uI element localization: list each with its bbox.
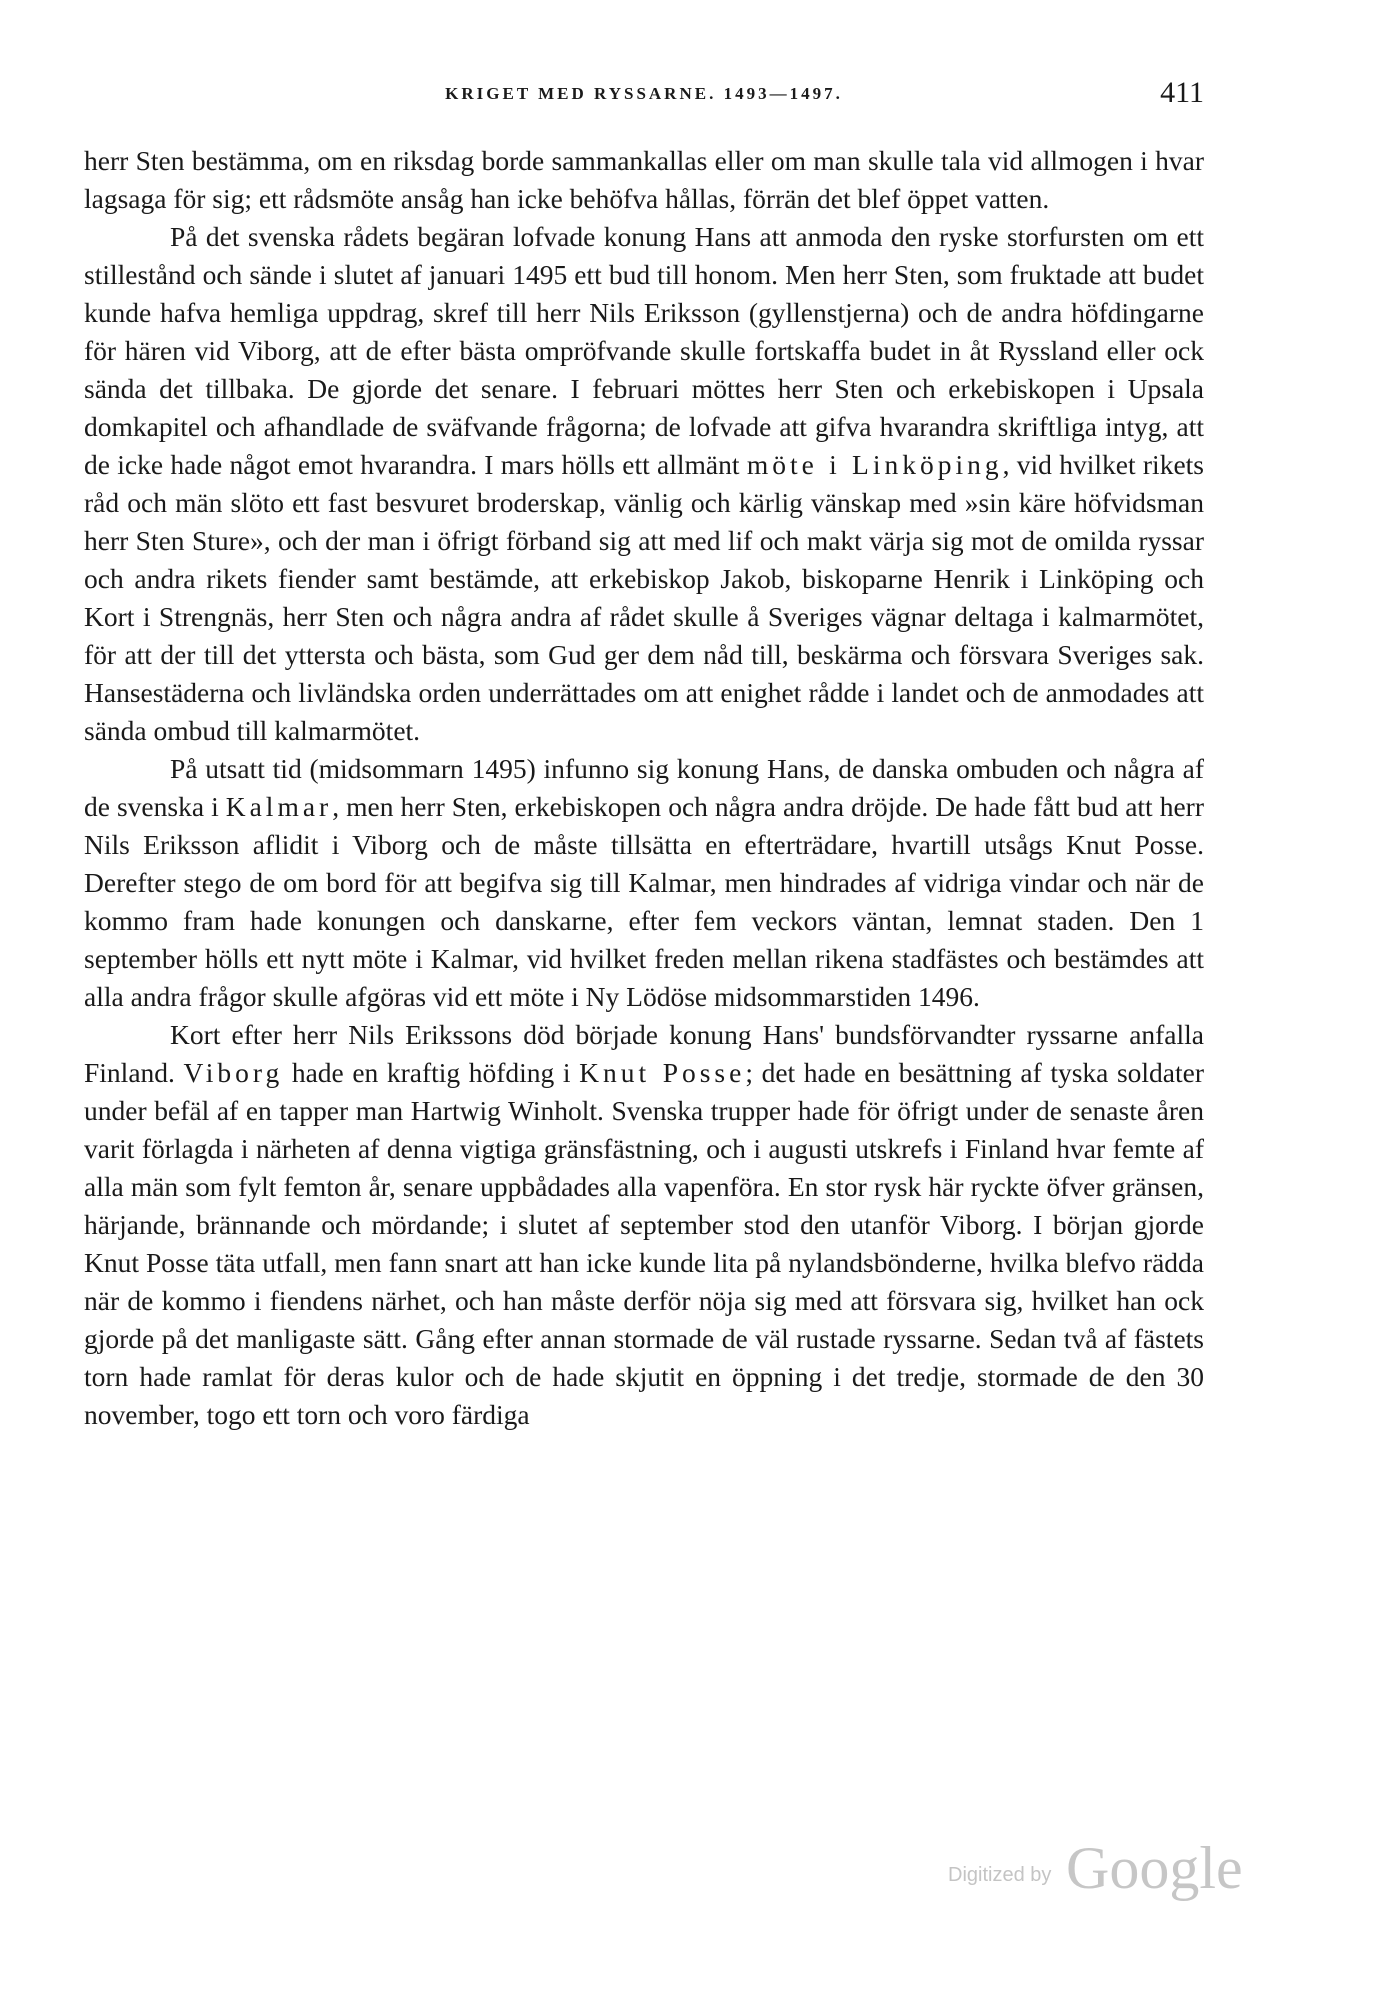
paragraph-text: , men herr Sten, erkebiskopen och några andra dröjde. De hade fått bud att herr Nils Eriksson aflidit i Viborg och de måste tillsätta en efterträdare, hvartill utsågs Knut Posse. Derefter stego de om bord för att begifva sig till Kalmar, men hindrades af vidriga vindar och när de kommo fram hade konungen och danskarne, efter fem veckors väntan, lemnat staden. Den 1 september hölls ett nytt möte i Kalmar, vid hvilket freden mellan rikena stadfästes och bestämdes att alla andra frågor skulle afgöras vid ett möte i Ny Lödöse midsommarstiden 1496. [84,791,1204,1012]
paragraph-text: ; det hade en besättning af tyska soldater under befäl af en tapper man Hartwig Winholt. Svenska trupper hade för öfrigt under de senaste åren varit förlagda i närheten af denna vigtiga gränsfästning, och i augusti utskrefs i Finland hvar femte af alla män som fylt femton år, senare uppbådades alla vapenföra. En stor rysk här ryckte öfver gränsen, härjande, brännande och mördande; i slutet af september stod den utanför Viborg. I början gjorde Knut Posse täta utfall, men fann snart att han icke kunde lita på nylandsbönderne, hvilka blefvo rädda när de kommo i fiendens närhet, och han måste derför nöja sig med att försvara sig, hvilket han ock gjorde på det manligaste sätt. Gång efter annan stormade de väl rustade ryssarne. Sedan två af fästets torn hade ramlat för deras kulor och de hade skjutit en öppning i det tredje, stormade de den 30 november, togo ett torn och voro färdiga [84,1057,1204,1430]
spaced-emphasis: Viborg [183,1057,284,1088]
watermark-digitized-by: Digitized by [948,1864,1052,1886]
paragraph-text: , vid hvilket rikets råd och män slöto ett fast besvuret broderskap, vänlig och kärlig vänskap med »sin käre höfvidsman herr Sten Sture», och der man i öfrigt förband sig att med lif och makt värja sig mot de omilda ryssar och andra rikets fiender samt bestämde, att erkebiskop Jakob, biskoparne Henrik i Linköping och Kort i Strengnäs, herr Sten och några andra af rådet skulle å Sveriges vägnar deltaga i kalmarmötet, för att der till det yttersta och bästa, som Gud ger dem nåd till, beskärma och försvara Sveriges sak. Hansestäderna och livländska orden underrättades om att enighet rådde i landet och de anmodades att sända ombud till kalmarmötet. [84,449,1204,746]
body-text [84,142,1204,1842]
paragraph-text: På utsatt tid (midsommarn 1495) infunno sig konung Hans, de danska ombuden och några af de svenska i [84,753,1204,822]
paragraph-viborg-siege [84,1016,1204,1434]
page-number: 411 [1160,76,1204,109]
running-head [84,76,1204,116]
spaced-emphasis: Knut Posse [579,1057,746,1088]
paragraph-text: Kort efter herr Nils Erikssons död började konung Hans' bundsförvandter ryssarne anfalla Finland. [84,1019,1204,1088]
paragraph-continuation [84,142,1204,218]
paragraph-council-request [84,218,1204,750]
paragraph-text: hade en kraftig höfding i [283,1057,580,1088]
paragraph-text: På det svenska rådets begäran lofvade konung Hans att anmoda den ryske storfursten om ett stillestånd och sände i slutet af januari 1495 ett bud till honom. Men herr Sten, som fruktade att budet kunde hafva hemliga uppdrag, skref till herr Nils Eriksson (gyllenstjerna) och de andra höfdingarne för hären vid Viborg, att de efter bästa ompröfvande skulle fortskaffa budet in åt Ryssland eller ock sända det tillbaka. De gjorde det senare. I februari möttes herr Sten och erkebiskopen i Upsala domkapitel och afhandlade de sväfvande frågorna; de lofvade att gifva hvarandra skriftliga intyg, att de icke hade något emot hvarandra. I mars hölls ett allmänt [84,221,1204,480]
running-title: KRIGET MED RYSSARNE. 1493—1497. [445,84,843,103]
digitized-watermark [948,1835,1248,1901]
watermark-google-logo: Google [1066,1835,1243,1901]
paragraph-kalmar-meeting [84,750,1204,1016]
paragraph-text: herr Sten bestämma, om en riksdag borde sammankallas eller om man skulle tala vid allmogen i hvar lagsaga för sig; ett rådsmöte ansåg han icke behöfva hållas, förrän det blef öppet vatten. [84,145,1204,214]
spaced-emphasis: Kalmar [225,791,333,822]
spaced-emphasis: möte i Linköping [746,449,1003,480]
